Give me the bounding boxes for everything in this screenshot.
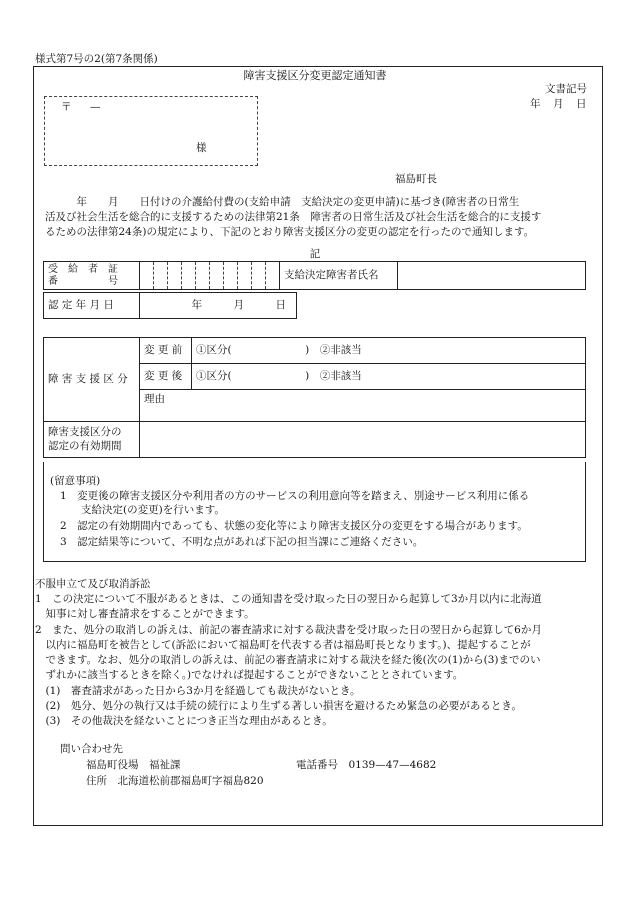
appeal-line: 知事に対し審査請求をすることができます。: [35, 608, 255, 620]
postal-mark: 〒: [61, 101, 72, 113]
appeal-line: 2 また、処分の取消しの訴えは、前記の審査請求に対する裁決書を受け取った日の翌日から起算して6か月: [35, 624, 542, 636]
contact-address: 住所 北海道松前郡福島町字福島820: [86, 775, 264, 787]
note-item: 支給決定(の変更)を行います。: [60, 504, 225, 516]
recipient-address-box: [44, 96, 258, 166]
appeal-line: ずれかに該当するときを除く。)でなければ提起することができないこととされています。: [35, 669, 464, 681]
recipient-honorific: 様: [196, 142, 207, 154]
cert-date-value: 年 月 日: [140, 293, 297, 319]
sender-name: 福島町長: [395, 173, 437, 185]
cert-number-digit: [252, 262, 266, 290]
appeal-line: 以内に福島町を被告として(訴訟において福島町を代表する者は福島町長となります。)、提起することが: [35, 639, 531, 651]
notice-body-line: 年 月 日付けの介護給付費の(支給申請 支給決定の変更申請)に基づき(障害者の日常生: [45, 196, 520, 208]
reason-label: 理由: [144, 393, 165, 405]
support-category-table: [43, 337, 586, 458]
contact-phone: 電話番号 0139—47—4682: [296, 759, 437, 771]
issue-date-placeholder: 年 月 日: [530, 98, 588, 110]
form-number-label: 様式第7号の2(第7条関係): [35, 53, 158, 65]
cert-date-label: 認 定 年 月 日: [44, 293, 140, 319]
cert-number-digit: [154, 262, 168, 290]
appeal-line: (3) その他裁決を経ないことにつき正当な理由があるとき。: [35, 715, 333, 727]
notice-body-line: 活及び社会生活を総合的に支援するための法律第21条 障害者の日常生活及び社会生活を総合的に支援す: [45, 210, 542, 223]
postal-code-dash: —: [90, 101, 101, 113]
document-number-label: 文書記号: [545, 83, 587, 95]
note-item: 3 認定結果等について、不明な点があれば下記の担当課にご連絡ください。: [60, 536, 424, 548]
validity-value: [140, 422, 586, 458]
note-item: 2 認定の有効期間内であっても、状態の変化等により障害支援区分の変更をする場合があります。: [60, 520, 528, 532]
cert-number-digit: [182, 262, 196, 290]
note-item: 1 変更後の障害支援区分や利用者の方のサービスの利用意向等を踏まえ、別途サービス利用に係る: [60, 490, 530, 502]
cert-number-digit: [210, 262, 224, 290]
notice-body: [45, 195, 593, 240]
contact-office: 福島町役場 福祉課: [86, 759, 181, 771]
cert-date-table: [43, 292, 297, 319]
before-value: ①区分( ) ②非該当: [192, 338, 586, 364]
appeal-line: 1 この決定について不服があるときは、この通知書を受け取った日の翌日から起算して3か月以内に北海道: [35, 593, 542, 605]
reason-cell: [140, 390, 586, 422]
cert-number-digit: [196, 262, 210, 290]
after-label: 変 更 後: [140, 364, 192, 390]
recipient-name-value: [398, 262, 586, 290]
ki-heading: 記: [309, 248, 321, 260]
notes-heading: (留意事項): [50, 475, 101, 487]
recipient-table: [43, 261, 586, 290]
recipient-name-label: 支給決定障害者氏名: [280, 262, 398, 290]
cert-number-digit: [224, 262, 238, 290]
cert-number-digit: [140, 262, 154, 290]
contact-heading: 問い合わせ先: [60, 743, 123, 755]
appeal-line: (1) 審査請求があった日から3か月を経過しても裁決がないとき。: [35, 685, 361, 697]
cert-number-digit: [168, 262, 182, 290]
category-label: 障 害 支 援 区 分: [44, 338, 140, 422]
document-title: 障害支援区分変更認定通知書: [243, 69, 387, 82]
notice-body-line: るための法律第24条)の規定により、下記のとおり障害支援区分の変更の認定を行ったので通知します。: [45, 225, 535, 238]
before-label: 変 更 前: [140, 338, 192, 364]
cert-number-digit: [238, 262, 252, 290]
appeal-line: できます。なお、処分の取消しの訴えは、前記の審査請求に対する裁決を経た後(次の(1)から(3)までのい: [35, 654, 541, 666]
validity-label: 障害支援区分の 認定の有効期間: [44, 422, 140, 458]
cert-number-label: 受 給 者 証 番 号: [44, 262, 140, 290]
cert-number-digit: [266, 262, 280, 290]
after-value: ①区分( ) ②非該当: [192, 364, 586, 390]
appeal-heading: 不服申立て及び取消訴訟: [35, 578, 151, 590]
appeal-line: (2) 処分、処分の執行又は手続の続行により生ずる著しい損害を避けるため緊急の必要があるとき。: [35, 700, 522, 712]
